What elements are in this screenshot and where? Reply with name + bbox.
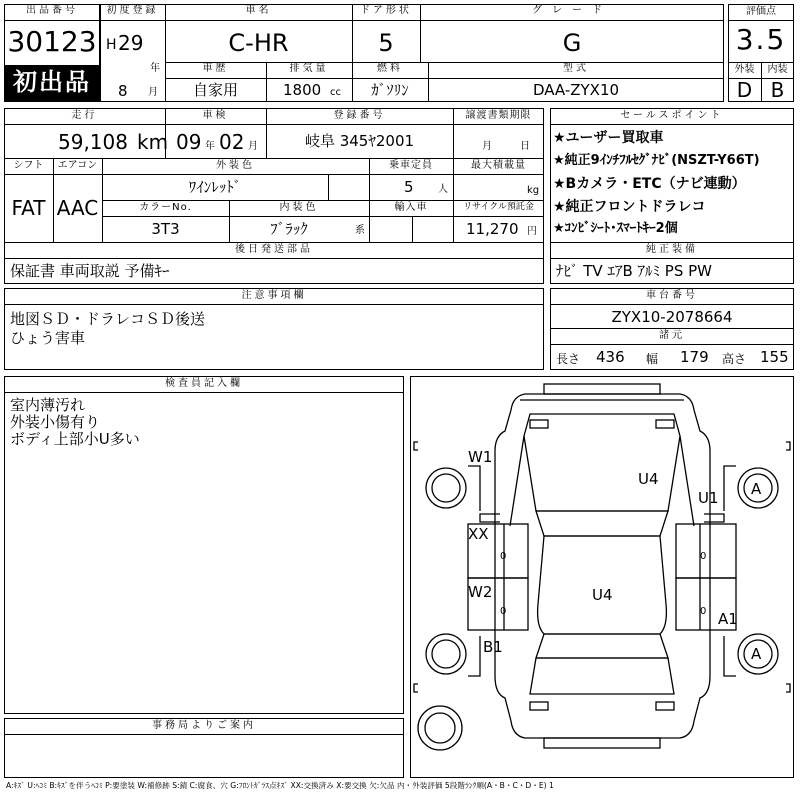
lot-number: 30123 — [7, 25, 97, 58]
capacity: 5 — [404, 178, 414, 196]
notes-label: 注意事項欄 — [241, 290, 307, 301]
int-color-suffix: 系 — [355, 225, 365, 236]
reg-month: 8 — [118, 82, 128, 100]
mark-zero-right-2: 0 — [700, 606, 707, 617]
reg-year: 29 — [118, 31, 144, 55]
exterior-grade: D — [736, 78, 753, 102]
ext-color-label: 外装色 — [216, 160, 255, 171]
door-label: ドア形状 — [360, 5, 412, 16]
color-no: 3T3 — [151, 220, 180, 238]
damage-a-rear-wheel: A — [751, 645, 762, 663]
dims-label: 諸元 — [659, 330, 685, 341]
grade: G — [562, 29, 582, 57]
color-no-label: カラーNo. — [139, 202, 192, 213]
damage-xx: XX — [468, 525, 489, 543]
damage-w2: W2 — [468, 583, 493, 601]
insp-year-unit: 年 — [205, 141, 215, 152]
int-color: ﾌﾞﾗｯｸ — [270, 220, 308, 238]
year-unit: 年 — [150, 63, 160, 74]
sales-point-4: ★純正フロントドラレコ — [553, 199, 706, 215]
reg-label: 初度登録 — [106, 5, 159, 16]
car-name: C-HR — [228, 29, 289, 57]
notes-line-2: ひょう害車 — [10, 329, 86, 347]
mark-zero-left-1: 0 — [500, 551, 507, 562]
inspector-line-3: ボディ上部小U多い — [10, 430, 140, 448]
transfer-day-unit: 日 — [520, 141, 530, 152]
fuel-label: 燃料 — [377, 63, 403, 74]
import-label: 輸入車 — [394, 202, 428, 213]
width-label: 幅 — [646, 352, 659, 366]
inspector-line-2: 外装小傷有り — [10, 413, 101, 431]
aircon-label: エアコン — [57, 160, 98, 171]
inspector-label: 検査員記入欄 — [165, 378, 243, 389]
damage-a1: A1 — [718, 610, 738, 628]
damage-u1: U1 — [698, 489, 719, 507]
interior-label: 内装 — [767, 64, 788, 75]
car-diagram — [410, 376, 794, 778]
later-parts-label: 後日発送部品 — [235, 244, 313, 255]
mileage-unit: km — [137, 130, 169, 154]
model: DAA-ZYX10 — [532, 81, 620, 99]
load-label: 最大積載量 — [471, 160, 526, 171]
mileage-label: 走行 — [71, 110, 98, 121]
notes-line-1: 地図ＳＤ・ドラレコＳＤ後送 — [10, 310, 206, 328]
sales-point-1: ★ユーザー買取車 — [553, 130, 664, 146]
equipment-value: ﾅﾋﾞ TV ｴｱB ｱﾙﾐ PS PW — [556, 262, 712, 280]
inspection-label: 車検 — [202, 110, 229, 121]
model-label: 型式 — [563, 63, 589, 74]
era: H — [106, 37, 117, 53]
inspector-line-1: 室内薄汚れ — [10, 396, 86, 414]
grade-label: グレード — [532, 5, 612, 16]
insp-month: 02 — [219, 130, 245, 154]
mark-zero-left-2: 0 — [500, 606, 507, 617]
score-label: 評価点 — [746, 6, 776, 17]
interior-grade: B — [770, 78, 785, 102]
car-name-label: 車名 — [245, 5, 272, 16]
displacement: 1800 — [283, 81, 322, 99]
mark-zero-right-1: 0 — [700, 551, 707, 562]
insp-year: 09 — [176, 130, 202, 154]
plate: 岐阜 345ﾔ2001 — [304, 132, 415, 150]
ext-color: ﾜｲﾝﾚｯﾄﾞ — [188, 178, 242, 196]
length-label: 長さ — [556, 352, 581, 366]
damage-a-front-wheel: A — [751, 480, 762, 498]
shift-label: シフト — [13, 160, 44, 171]
transfer-month-unit: 月 — [482, 141, 492, 152]
aircon: AAC — [56, 196, 99, 220]
damage-u4-roof: U4 — [592, 586, 613, 604]
first-listing-text: 初出品 — [13, 68, 91, 96]
insp-month-unit: 月 — [248, 141, 258, 152]
chassis-label: 車台番号 — [646, 290, 698, 301]
length-value: 436 — [596, 348, 625, 366]
int-color-label: 内装色 — [279, 202, 319, 213]
later-parts: 保証書 車両取説 予備ｷｰ — [10, 262, 170, 280]
recycle: 11,270 — [466, 220, 519, 238]
shift: FAT — [11, 196, 46, 220]
recycle-unit: 円 — [527, 226, 537, 237]
chassis-number: ZYX10-2078664 — [611, 308, 733, 326]
exterior-label: 外装 — [734, 64, 755, 75]
history: 自家用 — [192, 81, 238, 99]
month-unit: 月 — [148, 87, 158, 98]
capacity-unit: 人 — [438, 184, 448, 195]
height-label: 高さ — [722, 352, 747, 366]
plate-label: 登録番号 — [333, 110, 386, 121]
mileage: 59,108 — [58, 130, 128, 154]
sales-point-2: ★純正9ｲﾝﾁﾌﾙｾｸﾞﾅﾋﾞ(NSZT-Y66T) — [553, 153, 760, 168]
displacement-label: 排気量 — [289, 63, 329, 74]
recycle-label: リサイクル預託金 — [463, 202, 534, 212]
sales-point-5: ★ｺﾝﾋﾞｼｰﾄ･ｽﾏｰﾄｷｰ2個 — [553, 221, 678, 236]
score: 3.5 — [735, 23, 787, 56]
damage-u4-hood: U4 — [638, 470, 659, 488]
sales-points-label: セールスポイント — [620, 110, 724, 121]
footer-legend: A:ｷｽﾞ U:ﾍｺﾐ B:ｷｽﾞを伴うﾍｺﾐ P:要塗装 W:補修跡 S:錆 C:腐食、穴 G:ﾌﾛﾝﾄｶﾞﾗｽ点ｷｽﾞ XX:交換済み X:要交換 欠:欠品 内・外装評価 5段階ﾗﾝｸ順(A・B・C・D・E) 1 — [6, 781, 554, 790]
lot-label: 出品番号 — [26, 5, 78, 16]
displacement-unit: cc — [330, 87, 341, 98]
capacity-label: 乗車定員 — [389, 160, 433, 171]
height-value: 155 — [760, 348, 789, 366]
equipment-label: 純正装備 — [646, 244, 698, 255]
fuel: ｶﾞｿﾘﾝ — [371, 81, 409, 99]
damage-b1: B1 — [483, 638, 503, 656]
sales-point-3: ★Bカメラ・ETC（ナビ連動） — [553, 176, 746, 192]
transfer-label: 譲渡書類期限 — [465, 110, 532, 121]
office-label: 事務局よりご案内 — [152, 720, 256, 731]
width-value: 179 — [680, 348, 709, 366]
doors: 5 — [378, 29, 394, 57]
history-label: 車歴 — [202, 63, 229, 74]
load-unit: kg — [527, 185, 540, 196]
damage-w1: W1 — [468, 448, 493, 466]
